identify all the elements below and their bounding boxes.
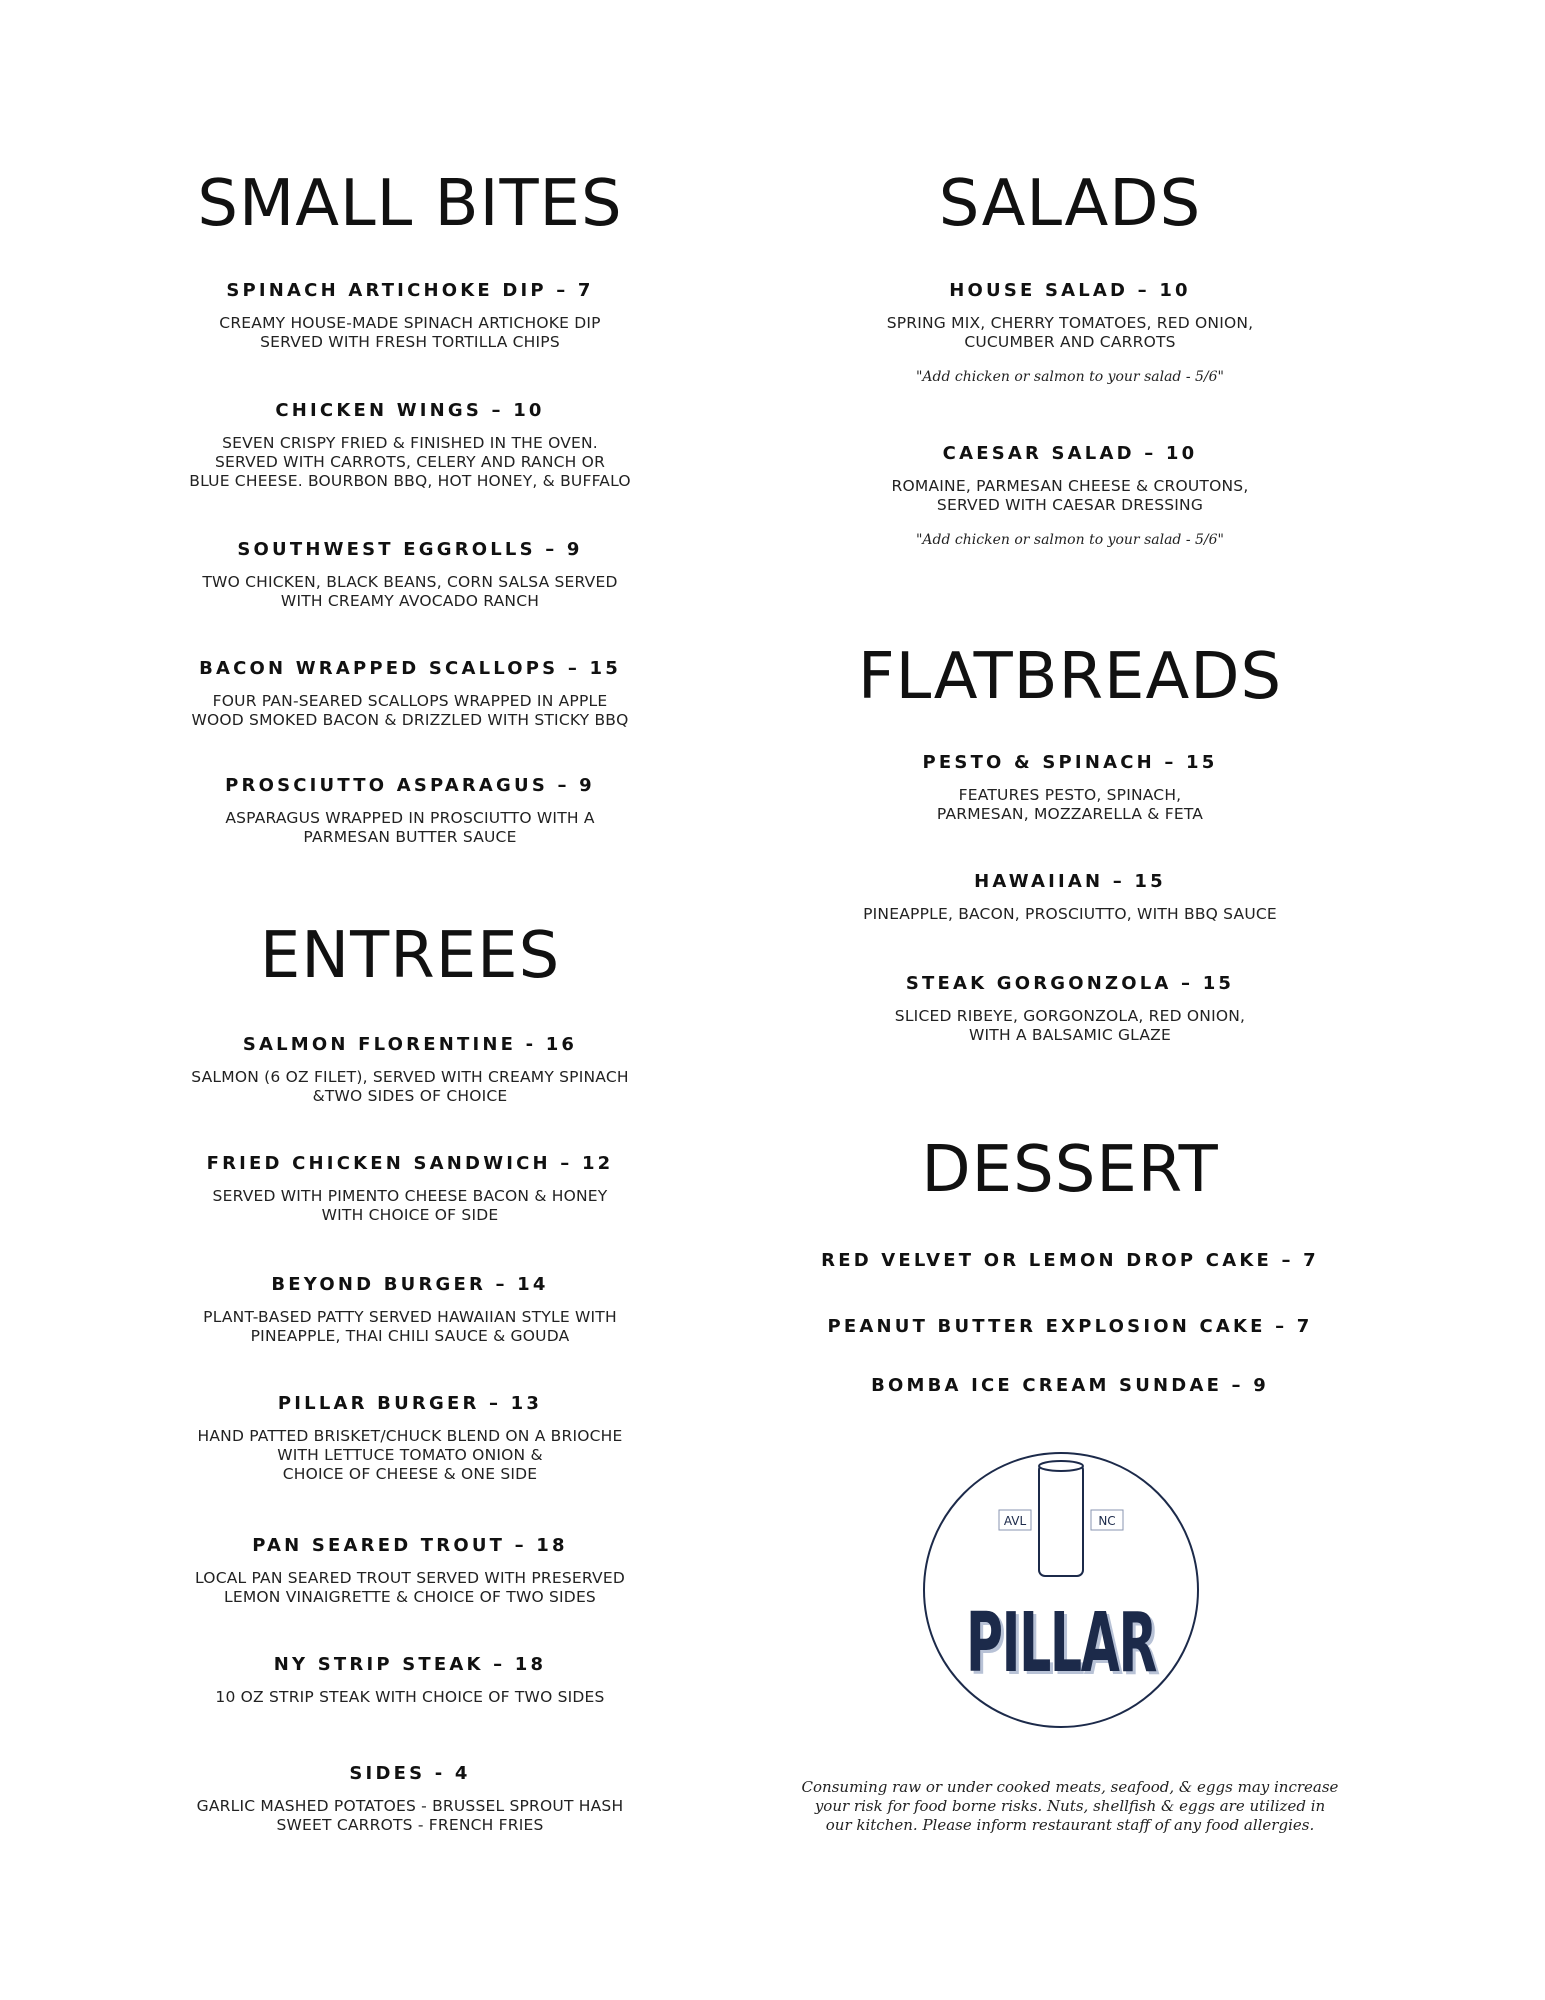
logo-wordmark-shadow: PILLAR: [969, 1599, 1160, 1694]
item-name: FRIED CHICKEN SANDWICH – 12: [206, 1153, 614, 1174]
item-description: CREAMY HOUSE-MADE SPINACH ARTICHOKE DIP SERVED WITH FRESH TORTILLA CHIPS: [219, 314, 601, 351]
item-description: GARLIC MASHED POTATOES - BRUSSEL SPROUT HASH SWEET CARROTS - FRENCH FRIES: [196, 1797, 624, 1834]
logo-wordmark: PILLAR: [966, 1596, 1157, 1691]
item-description: SLICED RIBEYE, GORGONZOLA, RED ONION, WITH A BALSAMIC GLAZE: [894, 1007, 1246, 1044]
logo-left-tag: AVL: [1003, 1514, 1027, 1528]
pillar-logo: [921, 1450, 1201, 1730]
menu-item: [150, 777, 670, 847]
item-name: SIDES - 4: [349, 1763, 471, 1784]
logo-right-tag: NC: [1098, 1514, 1116, 1528]
item-description: FOUR PAN-SEARED SCALLOPS WRAPPED IN APPLE WOOD SMOKED BACON & DRIZZLED WITH STICKY BBQ: [191, 692, 629, 729]
item-name: NY STRIP STEAK – 18: [273, 1654, 547, 1675]
item-description: 10 OZ STRIP STEAK WITH CHOICE OF TWO SIDES: [215, 1688, 605, 1706]
menu-item: [150, 1395, 670, 1484]
menu-item: [150, 1276, 670, 1346]
menu-item: [150, 402, 670, 491]
item-name: PROSCIUTTO ASPARAGUS – 9: [225, 775, 595, 796]
dessert-item: [800, 1252, 1340, 1270]
dessert-item: [800, 1318, 1340, 1336]
menu-item: [800, 873, 1340, 924]
item-name: CHICKEN WINGS – 10: [275, 400, 545, 421]
item-name: CAESAR SALAD – 10: [942, 443, 1198, 464]
item-name: HOUSE SALAD – 10: [949, 280, 1191, 301]
menu-item: [800, 975, 1340, 1045]
item-description: SERVED WITH PIMENTO CHEESE BACON & HONEY WITH CHOICE OF SIDE: [212, 1187, 608, 1224]
item-name: PAN SEARED TROUT – 18: [252, 1535, 568, 1556]
dessert-item: [800, 1377, 1340, 1395]
menu-item: [800, 754, 1340, 824]
item-name: STEAK GORGONZOLA – 15: [905, 973, 1235, 994]
small-bites-title: SMALL BITES: [197, 167, 623, 241]
menu-item: [150, 282, 670, 352]
menu-item: [800, 282, 1340, 386]
menu-item: [150, 1765, 670, 1835]
item-description: SALMON (6 OZ FILET), SERVED WITH CREAMY SPINACH &TWO SIDES OF CHOICE: [191, 1068, 629, 1105]
small-bites-section: [150, 167, 670, 241]
dessert-item-name: RED VELVET OR LEMON DROP CAKE – 7: [821, 1250, 1319, 1271]
entrees-section: [150, 919, 670, 993]
menu-item: [150, 1656, 670, 1707]
flatbreads-title: FLATBREADS: [857, 640, 1283, 714]
item-name: SALMON FLORENTINE - 16: [242, 1034, 578, 1055]
menu-item: [150, 660, 670, 730]
item-name: SPINACH ARTICHOKE DIP – 7: [226, 280, 594, 301]
flatbreads-section: [800, 640, 1340, 714]
item-name: PILLAR BURGER – 13: [277, 1393, 543, 1414]
dessert-item-name: PEANUT BUTTER EXPLOSION CAKE – 7: [827, 1316, 1313, 1337]
item-description: TWO CHICKEN, BLACK BEANS, CORN SALSA SERVED WITH CREAMY AVOCADO RANCH: [202, 573, 618, 610]
entrees-title: ENTREES: [259, 919, 561, 993]
menu-item: [150, 1537, 670, 1607]
menu-item: [800, 445, 1340, 549]
menu-item: [150, 541, 670, 611]
salads-section: [800, 167, 1340, 241]
item-note: "Add chicken or salmon to your salad - 5/6": [915, 369, 1224, 385]
dessert-section: [800, 1133, 1340, 1207]
item-description: HAND PATTED BRISKET/CHUCK BLEND ON A BRIOCHE WITH LETTUCE TOMATO ONION & CHOICE OF CHEESE & ONE SIDE: [197, 1427, 623, 1483]
item-name: BEYOND BURGER – 14: [271, 1274, 549, 1295]
item-description: FEATURES PESTO, SPINACH, PARMESAN, MOZZARELLA & FETA: [936, 786, 1204, 823]
menu-item: [150, 1155, 670, 1225]
item-description: SPRING MIX, CHERRY TOMATOES, RED ONION, CUCUMBER AND CARROTS: [886, 314, 1254, 351]
item-name: HAWAIIAN – 15: [974, 871, 1166, 892]
item-description: SEVEN CRISPY FRIED & FINISHED IN THE OVEN. SERVED WITH CARROTS, CELERY AND RANCH OR BLUE CHEESE. BOURBON BBQ, HOT HONEY, & BUFFALO: [189, 434, 631, 490]
item-description: PINEAPPLE, BACON, PROSCIUTTO, WITH BBQ SAUCE: [863, 905, 1277, 923]
item-name: PESTO & SPINACH – 15: [922, 752, 1218, 773]
salads-title: SALADS: [938, 167, 1202, 241]
dessert-item-name: BOMBA ICE CREAM SUNDAE – 9: [871, 1375, 1269, 1396]
item-note: "Add chicken or salmon to your salad - 5/6": [915, 532, 1224, 548]
item-name: BACON WRAPPED SCALLOPS – 15: [199, 658, 621, 679]
item-description: ASPARAGUS WRAPPED IN PROSCIUTTO WITH A PARMESAN BUTTER SAUCE: [225, 809, 595, 846]
dessert-title: DESSERT: [921, 1133, 1219, 1207]
item-description: LOCAL PAN SEARED TROUT SERVED WITH PRESERVED LEMON VINAIGRETTE & CHOICE OF TWO SIDES: [195, 1569, 625, 1606]
logo-pillar-top-icon: [1039, 1461, 1083, 1471]
logo-pillar-icon: [1039, 1464, 1083, 1576]
item-description: PLANT-BASED PATTY SERVED HAWAIIAN STYLE WITH PINEAPPLE, THAI CHILI SAUCE & GOUDA: [203, 1308, 617, 1345]
allergy-disclaimer: Consuming raw or under cooked meats, seafood, & eggs may increase your risk for food borne risks. Nuts, shellfish & eggs are utilized in our kitchen. Please inform restaurant staff of any food allergies.: [801, 1778, 1339, 1834]
item-name: SOUTHWEST EGGROLLS – 9: [237, 539, 583, 560]
item-description: ROMAINE, PARMESAN CHEESE & CROUTONS, SERVED WITH CAESAR DRESSING: [891, 477, 1249, 514]
menu-item: [150, 1036, 670, 1106]
